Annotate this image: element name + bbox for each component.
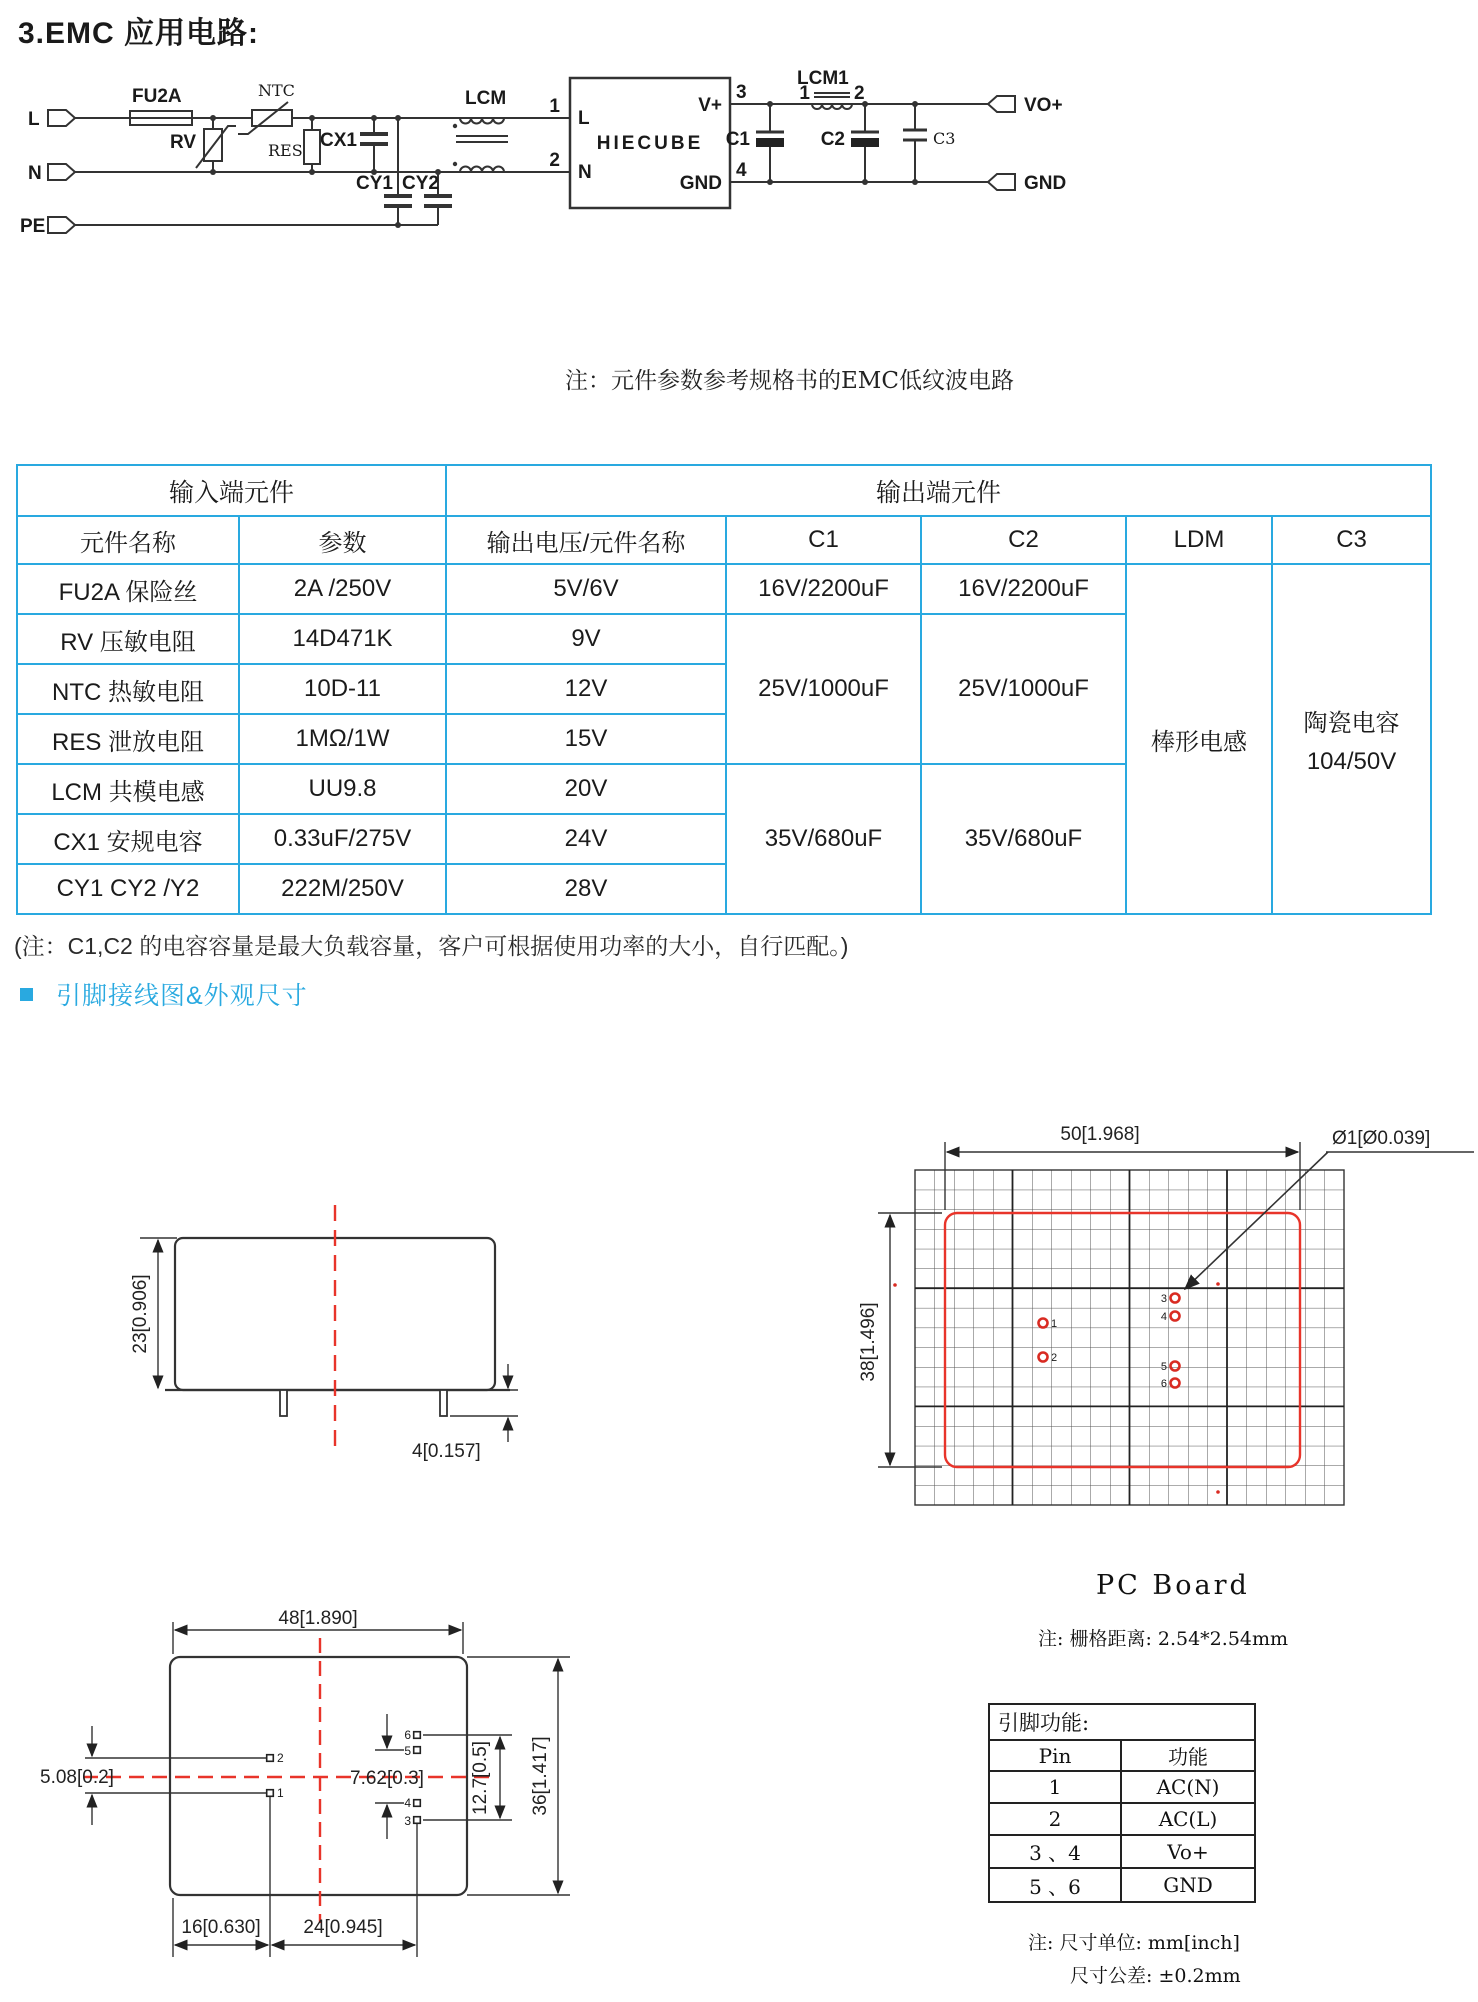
height-dim-label: 23[0.906] [130,1274,151,1354]
cy1-label: CY1 [356,173,393,194]
pin-row [989,1771,1255,1803]
cell-voltage: 24V [446,814,726,864]
cell-param: 14D471K [239,614,446,664]
module-pin3-label: 3 [736,82,747,103]
pin-label: 4 [404,1796,411,1810]
cx1-label: CX1 [320,130,357,151]
pin-col-header: Pin [989,1740,1121,1771]
cell-name: RES 泄放电阻 [17,714,239,764]
side-view-drawing [80,1180,580,1480]
terminal-vo [988,96,1015,112]
center-dim-label: 24[0.945] [303,1917,383,1938]
c2-symbol [851,138,879,147]
fuse-label: FU2A [132,86,182,107]
lcm1-pin1-label: 1 [799,83,810,104]
pad-label: 1 [1051,1318,1058,1330]
pin [280,1390,287,1416]
terminal-l [48,110,75,126]
cell-c3 [1272,564,1431,914]
cy2-symbol [424,196,452,206]
cell-voltage: 5V/6V [446,564,726,614]
cell-c1: 35V/680uF [726,764,921,914]
terminal-l-label: L [28,109,40,130]
col-c1: C1 [726,516,921,564]
section-title: 引脚接线图&外观尺寸 [56,982,308,1010]
module-l-label: L [578,108,590,129]
cell-name: CY1 CY2 /Y2 [17,864,239,914]
pad-label: 2 [1051,1352,1058,1364]
col-voltage: 输出电压/元件名称 [446,516,726,564]
col-name: 元件名称 [17,516,239,564]
pin-cell: 5 、6 [989,1868,1121,1902]
cell-param: 222M/250V [239,864,446,914]
lcm1-pin2-label: 2 [854,83,865,104]
c1-symbol [756,138,784,147]
col-c3: C3 [1272,516,1431,564]
pin-cell: 3 、4 [989,1835,1121,1868]
footnote-unit: 注: 尺寸单位: mm[inch] [1028,1932,1240,1954]
page-title: 3.EMC 应用电路: [18,17,260,50]
hole-dim-label: Ø1[Ø0.039] [1332,1128,1431,1149]
pcb-grid-note: 注: 栅格距离: 2.54*2.54mm [1038,1628,1289,1650]
cy1-symbol [384,196,412,206]
resistor-symbol [304,130,320,164]
rv-label: RV [170,132,197,153]
c3-line2: 104/50V [1306,747,1397,775]
lcm-label: LCM [465,88,507,109]
cell-param: 2A /250V [239,564,446,614]
pad-label: 4 [1160,1311,1167,1323]
cell-name: LCM 共模电感 [17,764,239,814]
cell-param: 1MΩ/1W [239,714,446,764]
cell-name: RV 压敏电阻 [17,614,239,664]
module-vplus-label: V+ [698,95,722,116]
cell-voltage: 9V [446,614,726,664]
terminal-pe-label: PE [20,216,46,237]
cell-c2: 35V/680uF [921,764,1126,914]
cell-ldm: 棒形电感 [1126,564,1272,914]
ntc-label: NTC [258,81,295,100]
cell-voltage: 15V [446,714,726,764]
lcm1-label: LCM1 [797,68,849,89]
pin-cell: 2 [989,1803,1121,1835]
pin-table-title: 引脚功能: [989,1704,1255,1740]
pin-row [989,1835,1255,1868]
cell-c1: 25V/1000uF [726,614,921,764]
c1-label: C1 [725,129,750,150]
module-name: HIECUBE [596,133,704,154]
footnote-tolerance: 尺寸公差: ±0.2mm [1070,1965,1241,1987]
c3-label: C3 [933,129,956,148]
func-col-header: 功能 [1121,1740,1255,1771]
lcm1-core [814,93,850,97]
span-dim-label: 12.7[0.5] [470,1741,491,1815]
terminal-gnd [988,174,1015,190]
height-dim-label: 38[1.496] [858,1302,879,1382]
col-ldm: LDM [1126,516,1272,564]
func-cell: AC(N) [1121,1771,1255,1803]
header-input: 输入端元件 [17,465,446,516]
pin [440,1390,447,1416]
pin-label: 6 [404,1728,411,1742]
module-pin4-label: 4 [736,160,747,181]
cell-name: CX1 安规电容 [17,814,239,864]
module-pin2-label: 2 [549,150,560,171]
circuit-note: 注：元件参数参考规格书的EMC低纹波电路 [565,368,1014,394]
cell-c2: 16V/2200uF [921,564,1126,614]
module-pin1-label: 1 [549,96,560,117]
row-pitch-label: 5.08[0.2] [40,1767,114,1788]
pin-function-table [988,1703,1256,1903]
pcb-title: PC Board [1096,1570,1250,1601]
pad-label: 5 [1160,1361,1167,1373]
pin-dim-label: 4[0.157] [412,1441,481,1462]
cell-voltage: 20V [446,764,726,814]
pin-label: 1 [277,1786,284,1800]
depth-dim-label: 36[1.417] [530,1736,551,1816]
col-c2: C2 [921,516,1126,564]
cell-param: 0.33uF/275V [239,814,446,864]
module-n-label: N [578,162,592,183]
width-dim-label: 48[1.890] [278,1608,358,1629]
terminal-pe [48,217,75,233]
func-cell: GND [1121,1868,1255,1902]
section-bullet-icon [20,988,33,1001]
table-row [17,564,1431,614]
pin-label: 3 [404,1814,411,1828]
pad-label: 6 [1160,1378,1167,1390]
table-note: (注：C1,C2 的电容容量是最大负载容量，客户可根据使用功率的大小，自行匹配。) [14,933,849,959]
cell-param: 10D-11 [239,664,446,714]
bottom-view-drawing [30,1580,610,2002]
pcb-drawing [850,1080,1478,1510]
c3-symbol [903,130,927,140]
cell-voltage: 12V [446,664,726,714]
pin-row [989,1803,1255,1835]
pin-label: 2 [277,1751,284,1765]
cell-param: UU9.8 [239,764,446,814]
ntc-symbol [252,110,292,126]
cell-name: FU2A 保险丝 [17,564,239,614]
c3-line1: 陶瓷电容 [1303,709,1400,737]
pin-row [989,1868,1255,1902]
cy2-label: CY2 [402,173,439,194]
header-output: 输出端元件 [446,465,1431,516]
cell-voltage: 28V [446,864,726,914]
pin-cell: 1 [989,1771,1121,1803]
func-cell: Vo+ [1121,1835,1255,1868]
lcm-core [456,136,508,142]
col-pitch-label: 7.62[0.3] [350,1768,424,1789]
column-header-row [17,516,1431,564]
component-table [16,464,1432,915]
module-gnd-label: GND [679,173,722,194]
terminal-gnd-label: GND [1024,173,1067,194]
res-label: RES [268,141,303,160]
cell-c2: 25V/1000uF [921,614,1126,764]
terminal-vo-label: VO+ [1024,95,1063,116]
c2-label: C2 [820,129,845,150]
pin-label: 5 [404,1744,411,1758]
width-dim-label: 50[1.968] [1060,1124,1140,1145]
cell-name: NTC 热敏电阻 [17,664,239,714]
terminal-n [48,164,75,180]
emc-circuit-diagram [20,68,1080,318]
col-param: 参数 [239,516,446,564]
pad-label: 3 [1160,1293,1167,1305]
cell-c1: 16V/2200uF [726,564,921,614]
terminal-n-label: N [28,163,42,184]
cx1-symbol [360,134,388,144]
offset-dim-label: 16[0.630] [181,1917,261,1938]
func-cell: AC(L) [1121,1803,1255,1835]
